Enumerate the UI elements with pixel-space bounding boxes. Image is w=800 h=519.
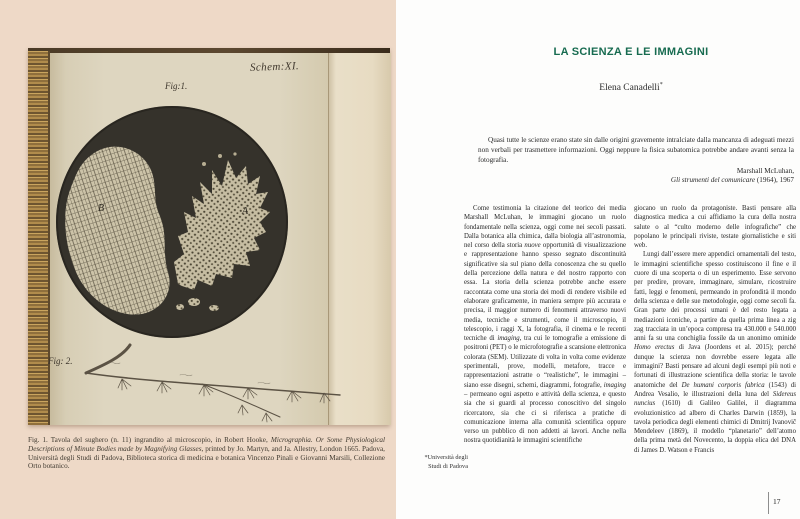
folio-rule bbox=[768, 492, 769, 514]
cork-speck bbox=[233, 152, 236, 155]
sensitive-plant-branch-figure bbox=[52, 343, 352, 423]
body-column-2 bbox=[634, 204, 796, 455]
article-page bbox=[396, 0, 800, 519]
article-title: LA SCIENZA E LE IMMAGINI bbox=[553, 46, 709, 58]
body-text-run: Lungi dall’essere mere appendici ornamentali del testo, le immagini scientifiche spesso costituiscono il fine e il cuore di una scoperta o di un esperimento. Esse servono per predire, provare, immaginare, simulare, ricostruire fatti, leggi e fenomeni, permeando in profondità il mondo della scienza e delle sue metodologie, oggi come secoli fa. Gran parte dei processi umani è del resto legata a mediazioni iconiche, a partire da quella prima linea a zig zag tracciata in un’epoca compresa tra 430.000 e 540.000 anni fa su una conchiglia fossile da un anonimo ominide bbox=[634, 251, 796, 343]
body-text-italic: imaging bbox=[497, 335, 520, 343]
page-number: 17 bbox=[773, 497, 781, 506]
cork-speck bbox=[209, 305, 219, 311]
epigraph-dates: (1964), 1967 bbox=[755, 176, 794, 185]
cork-micrograph-figure bbox=[54, 104, 290, 340]
label-letter-b: B bbox=[98, 203, 105, 214]
author-byline bbox=[468, 82, 794, 93]
cork-speck bbox=[218, 154, 222, 158]
body-paragraph bbox=[634, 250, 796, 455]
body-text-italic: Sidereus nuncius bbox=[634, 390, 796, 408]
epigraph-source bbox=[478, 176, 794, 185]
cork-speck bbox=[188, 298, 200, 306]
body-text-run: (1610) di Galileo Galilei, il diagramma evoluzionistico ad albero di Charles Darwin (1859), la tavola periodica degli elementi chimici di Dmitrij Ivanovič Mendeleev (1869), il modello “planetario” dell’atomo della prima metà del Novecento, la doppia elica del DNA di James D. Watson e Francis bbox=[634, 400, 796, 454]
body-column-1 bbox=[464, 204, 626, 455]
body-text-run: opportunità di visualizzazione e rappresentazione hanno spesso segnato discontinuità significative sia sul piano della conoscenza che su quello della percezione della natura e del nostro rapporto con essa. La storia della scienza potrebbe anche essere raccontata come una storia dei modi di rendere visibile ed elaborare graficamente, in maniera sempre più accurata e precisa, il maggior numero di fenomeni attraverso nuovi media, tecniche e strumenti, come il microscopio, il telescopio, i raggi X, la fotografia, il cinema e le recenti tecniche di bbox=[464, 242, 626, 343]
epigraph-quote: Quasi tutte le scienze erano state sin dalle origini gravemente intralciate dalla mancanza di adeguati mezzi non verbali per trasmettere informazioni. Oggi neppure la fisica subatomica potrebbe andare avanti senza la fotografia. bbox=[478, 136, 794, 164]
micrographia-photo bbox=[28, 48, 390, 425]
body-text bbox=[464, 204, 796, 455]
cork-speck bbox=[202, 162, 206, 166]
body-text-run: , tra cui le tomografie a emissione di positroni (PET) o le microfotografie a scansione elettronica colorata (SEM). Utilizzate di volta in volta come evidenze sperimentali, prove, modelli, metafore, tracce e rappresentazioni astratte o “realistiche”, le immagini – siano esse disegni, schemi, diagrammi, fotografie, bbox=[464, 335, 627, 389]
body-paragraph: giocano un ruolo da protagoniste. Basti pensare alla diagnostica medica a cui affidiamo la cura della nostra salute o al “culto moderno delle infografiche” che popolano le principali riviste, testate giornalistiche e siti web. bbox=[634, 205, 796, 250]
label-letter-a: A bbox=[242, 206, 249, 217]
cork-speck bbox=[176, 304, 184, 310]
figure-caption bbox=[28, 436, 385, 471]
body-text-run: di Java (Joordens et al. 2015); perché dunque la scienza non dovrebbe essere legata alle immagini? Basti pensare ad alcuni degli esempi più noti e fortunati di illustrazione scientifica della storia: le tavole anatomiche del bbox=[634, 344, 796, 389]
author-footnote-mark: * bbox=[659, 82, 663, 88]
author-affiliation-footnote: *Università degli Studi di Padova bbox=[424, 454, 468, 470]
body-text-italic: nuove bbox=[524, 242, 541, 250]
epigraph-work-title: Gli strumenti del comunicare bbox=[670, 176, 756, 185]
gilt-binding-edge bbox=[28, 51, 50, 425]
caption-work-title: Micrographia. Or Some Physiological Descriptions of Minute Bodies made by Magnifying Glasses bbox=[28, 436, 385, 453]
body-paragraph bbox=[464, 204, 626, 446]
body-text-run: Come testimonia la citazione del teorico dei media Marshall McLuhan, le immagini giocano un ruolo fondamentale nella scienza, oggi come nei secoli passati. Dalla botanica alla chimica, dalla biologia all’astronomia, nel corso della storia bbox=[464, 205, 626, 250]
body-text-italic: De humani corporis fabrica bbox=[681, 381, 765, 389]
plate-number-label: Schem:XI. bbox=[249, 60, 300, 74]
fig2-label: Fig: 2. bbox=[48, 356, 73, 366]
body-text-run: (1543) di Andrea Vesalio, le illustrazioni della luna del bbox=[634, 381, 796, 398]
fig1-label: Fig:1. bbox=[165, 81, 188, 91]
body-text-italic: imaging bbox=[603, 381, 626, 389]
body-text-run: – permeano ogni aspetto e attività della scienza, e questo sia che si guardi al processo conoscitivo del singolo ricercatore, sia che ci si riferisca a pratiche di comunicazione interna alla comunità scientifica oppure verso un pubblico di non addetti ai lavori. Anche nella nostra quotidianità le immagini scientifiche bbox=[464, 390, 626, 445]
caption-text: , printed by Jo. Martyn, and Ja. Allestry, London 1665. Padova, Università degli Studi di Padova, Biblioteca storica di medicina e botanica Vincenzo Pinali e Giovanni Marsili, Collezione Orto botanico. bbox=[28, 444, 385, 471]
author-name: Elena Canadelli bbox=[599, 83, 660, 94]
caption-text: Fig. 1. Tavola del sughero (n. 11) ingrandito al microscopio, in Robert Hooke, bbox=[28, 436, 271, 444]
epigraph-attribution bbox=[478, 167, 794, 186]
body-text-italic: Homo erectus bbox=[634, 344, 675, 352]
epigraph-author: Marshall McLuhan, bbox=[736, 167, 794, 175]
